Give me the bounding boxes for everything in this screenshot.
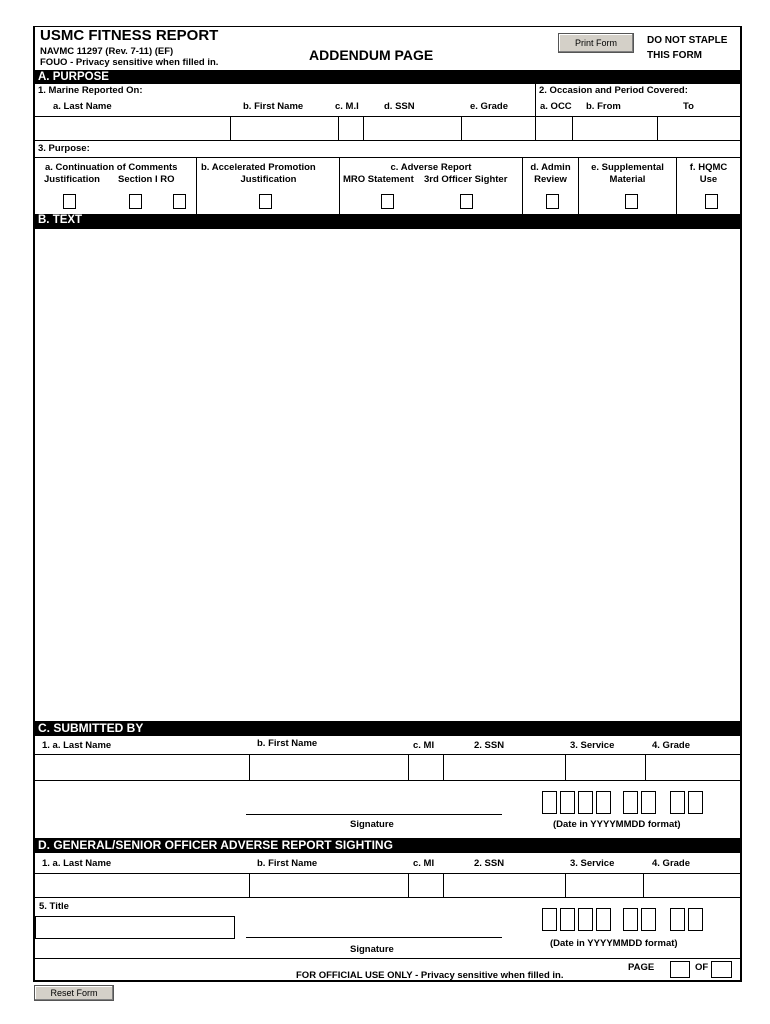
purpose-f-label: f. HQMC: [689, 162, 728, 173]
reset-form-button[interactable]: Reset Form: [34, 985, 114, 1001]
page-title: ADDENDUM PAGE: [309, 47, 434, 63]
last-name-label: a. Last Name: [53, 101, 112, 112]
period-from-input[interactable]: [573, 117, 657, 140]
sighter-date-format-label: (Date in YYYYMMDD format): [550, 938, 678, 949]
section-b-header: B. TEXT: [33, 214, 742, 229]
submitter-last-name-label: 1. a. Last Name: [42, 740, 112, 751]
purpose-a-label: a. Continuation of Comments: [45, 162, 178, 173]
sighter-first-name-input[interactable]: [250, 874, 408, 897]
submitter-service-label: 3. Service: [570, 740, 615, 751]
submitter-service-input[interactable]: [566, 755, 645, 780]
sighter-mi-input[interactable]: [409, 874, 443, 897]
purpose-c-sighter-checkbox[interactable]: [460, 194, 473, 209]
sighter-signature-label: Signature: [350, 944, 394, 955]
sighter-title-input[interactable]: [35, 916, 235, 939]
sighter-title-label: 5. Title: [39, 901, 69, 912]
sighter-grade-input[interactable]: [644, 874, 740, 897]
purpose-a-justification-checkbox[interactable]: [63, 194, 76, 209]
fouo-footer: FOR OFFICIAL USE ONLY - Privacy sensitive when filled in.: [296, 970, 564, 981]
staple-warning-line1: DO NOT STAPLE: [647, 35, 728, 46]
purpose-a-section-label: Section I RO: [118, 174, 175, 185]
staple-warning-line2: THIS FORM: [647, 50, 702, 61]
submitter-grade-input[interactable]: [646, 755, 740, 780]
sighter-service-label: 3. Service: [570, 858, 615, 869]
sighter-signature-line[interactable]: [246, 937, 502, 938]
print-form-button[interactable]: Print Form: [558, 33, 634, 53]
occ-label: a. OCC: [540, 101, 572, 112]
section-c-header: C. SUBMITTED BY: [33, 721, 742, 736]
occasion-period-label: 2. Occasion and Period Covered:: [539, 85, 688, 96]
purpose-label: 3. Purpose:: [38, 143, 90, 154]
purpose-c-sighter-label: 3rd Officer Sighter: [424, 174, 508, 185]
page-number-input[interactable]: [670, 961, 690, 978]
purpose-a-section-ro-checkbox[interactable]: [129, 194, 142, 209]
purpose-e-checkbox[interactable]: [625, 194, 638, 209]
to-label: To: [683, 101, 694, 112]
purpose-d-review-label: Review: [534, 174, 567, 185]
page-label: PAGE: [628, 962, 655, 973]
sighter-mi-label: c. MI: [413, 858, 435, 869]
form-title: USMC FITNESS REPORT: [40, 27, 219, 44]
submitter-grade-label: 4. Grade: [652, 740, 691, 751]
mi-label: c. M.I: [335, 101, 359, 112]
purpose-e-material-label: Material: [609, 174, 646, 185]
marine-first-name-input[interactable]: [231, 117, 338, 140]
sighter-ssn-label: 2. SSN: [474, 858, 505, 869]
occ-input[interactable]: [536, 117, 572, 140]
purpose-f-checkbox[interactable]: [705, 194, 718, 209]
marine-mi-input[interactable]: [339, 117, 363, 140]
submitter-first-name-input[interactable]: [250, 755, 408, 780]
submitter-mi-label: c. MI: [413, 740, 435, 751]
purpose-c-mro-checkbox[interactable]: [381, 194, 394, 209]
ssn-label: d. SSN: [384, 101, 415, 112]
sighter-last-name-label: 1. a. Last Name: [42, 858, 112, 869]
section-a-header: A. PURPOSE: [33, 70, 742, 84]
privacy-line: FOUO - Privacy sensitive when filled in.: [40, 57, 219, 68]
section-d-header: D. GENERAL/SENIOR OFFICER ADVERSE REPORT SIGHTING: [33, 838, 742, 853]
submitter-date-format-label: (Date in YYYYMMDD format): [553, 819, 681, 830]
sighter-ssn-input[interactable]: [444, 874, 565, 897]
of-label: OF: [695, 962, 709, 973]
submitter-first-name-label: b. First Name: [257, 738, 318, 749]
submitter-ssn-input[interactable]: [444, 755, 565, 780]
submitter-ssn-label: 2. SSN: [474, 740, 505, 751]
form-number: NAVMC 11297 (Rev. 7-11) (EF): [40, 46, 174, 57]
purpose-a-justification-label: Justification: [44, 174, 100, 185]
purpose-d-label: d. Admin: [530, 162, 571, 173]
sighter-last-name-input[interactable]: [35, 874, 249, 897]
purpose-a-extra-checkbox[interactable]: [173, 194, 186, 209]
sighter-service-input[interactable]: [566, 874, 643, 897]
submitter-last-name-input[interactable]: [35, 755, 249, 780]
purpose-b-label: b. Accelerated Promotion: [201, 162, 316, 173]
purpose-d-checkbox[interactable]: [546, 194, 559, 209]
first-name-label: b. First Name: [243, 101, 304, 112]
text-area[interactable]: [35, 230, 740, 721]
marine-last-name-input[interactable]: [35, 117, 230, 140]
submitter-signature-label: Signature: [350, 819, 394, 830]
grade-label: e. Grade: [470, 101, 509, 112]
marine-grade-input[interactable]: [462, 117, 535, 140]
purpose-c-label: c. Adverse Report: [390, 162, 472, 173]
from-label: b. From: [586, 101, 621, 112]
marine-ssn-input[interactable]: [364, 117, 461, 140]
sighter-first-name-label: b. First Name: [257, 858, 318, 869]
submitter-signature-line[interactable]: [246, 814, 502, 815]
purpose-e-label: e. Supplemental: [591, 162, 664, 173]
purpose-f-use-label: Use: [699, 174, 718, 185]
period-to-input[interactable]: [658, 117, 740, 140]
marine-reported-on-label: 1. Marine Reported On:: [38, 85, 143, 96]
page-total-input[interactable]: [711, 961, 732, 978]
purpose-c-mro-label: MRO Statement: [343, 174, 414, 185]
purpose-b-checkbox[interactable]: [259, 194, 272, 209]
submitter-mi-input[interactable]: [409, 755, 443, 780]
sighter-grade-label: 4. Grade: [652, 858, 691, 869]
purpose-b-justification-label: Justification: [240, 174, 297, 185]
